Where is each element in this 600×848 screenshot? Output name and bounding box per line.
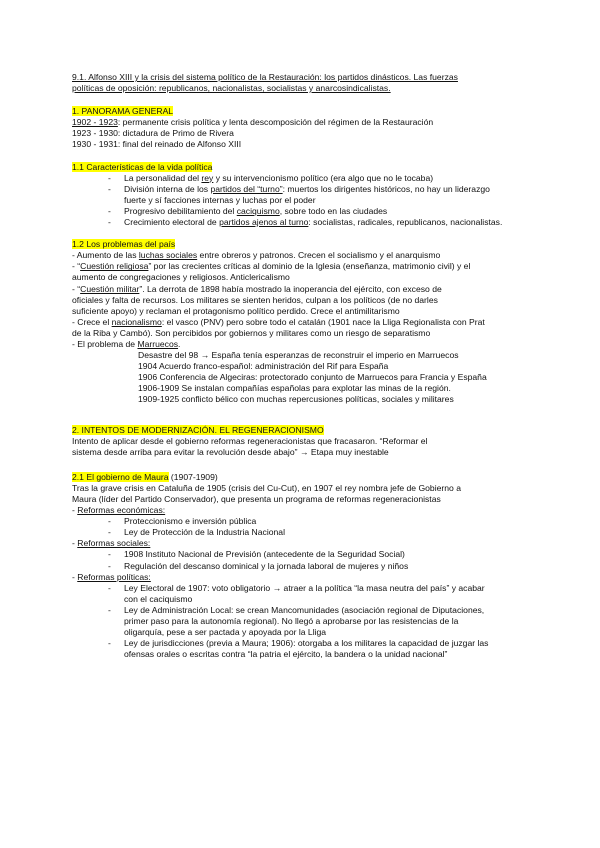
timeline-line: 1923 - 1930: dictadura de Primo de Rivera xyxy=(72,128,234,139)
section-heading-years: (1907-1909) xyxy=(168,471,218,482)
list-item: - Regulación del descanso dominical y la jornada laboral de mujeres y niños xyxy=(108,561,542,572)
section-heading: 1. PANORAMA GENERAL xyxy=(72,106,174,117)
bullet-list xyxy=(72,583,542,661)
subheading: - Reformas políticas: xyxy=(72,571,151,582)
bullet-list xyxy=(72,173,542,228)
bullet-list xyxy=(72,549,542,571)
paragraph: - El problema de Marruecos. xyxy=(72,338,181,349)
date-range: 1902 - 1923 xyxy=(72,117,118,128)
timeline-line: Desastre del 98 → España tenía esperanzas de reconstruir el imperio en Marruecos xyxy=(138,350,459,361)
subheading: - Reformas económicas: xyxy=(72,505,166,516)
section-panorama-general xyxy=(72,106,542,150)
bullet-list xyxy=(72,516,542,538)
section-caracteristicas xyxy=(72,162,542,229)
list-item: - Ley Electoral de 1907: voto obligatorio → atraer a la política “la masa neutra del país” y acabar con el caciquismo xyxy=(108,583,542,605)
document-title xyxy=(72,72,542,94)
list-item: - La personalidad del rey y su intervencionismo político (era algo que no le tocaba) xyxy=(108,173,542,184)
timeline-text: : permanente crisis política y lenta descomposición del régimen de la Restauración xyxy=(117,117,434,128)
timeline-line: 1906 Conferencia de Algeciras: protectorado conjunto de Marruecos para Francia y España xyxy=(138,372,487,383)
paragraph: - Crece el nacionalismo: el vasco (PNV) pero sobre todo el catalán (1901 nace la Lliga Regionalista con Prat de la Riba y Cambó). Son percibidos por gobiernos y militares como un riesgo de separatismo xyxy=(72,316,485,338)
section-heading: 1.1 Características de la vida política xyxy=(72,161,213,172)
title-line: políticas de oposición: republicanos, nacionalistas, socialistas y anarcosindicalistas. xyxy=(72,83,391,94)
title-line: 9.1. Alfonso XIII y la crisis del sistema político de la Restauración: los partidos dinásticos. Las fuerzas xyxy=(72,72,458,82)
section-gobierno-maura xyxy=(72,472,542,661)
paragraph: - “Cuestión religiosa” por las crecientes críticas al dominio de la Iglesia (enseñanza, matrimonio civil) y el aumento de congregaciones y religiosos. Anticlericalismo xyxy=(72,261,471,283)
list-item: - Ley de Administración Local: se crean Mancomunidades (asociación regional de Diputaciones, primer paso para la autonomía regional). No llegó a aprobarse por las resistencias de la oligarquía, pese a ser pactada y apoyada por la Lliga xyxy=(108,605,542,638)
subheading: - Reformas sociales: xyxy=(72,538,151,549)
list-item: - Ley de jurisdicciones (previa a Maura; 1906): otorgaba a los militares la capacidad de juzgar las ofensas orales o escritas contra “la patria el ejército, la bandera o la unidad nacional” xyxy=(108,638,542,660)
list-item: - Proteccionismo e inversión pública xyxy=(108,516,542,527)
timeline-line: 1904 Acuerdo franco-español: administración del Rif para España xyxy=(138,361,389,372)
section-heading: 2. INTENTOS DE MODERNIZACIÓN. EL REGENERACIONISMO xyxy=(72,424,324,435)
list-item: - 1908 Instituto Nacional de Previsión (antecedente de la Seguridad Social) xyxy=(108,549,542,560)
list-item: - Ley de Protección de la Industria Nacional xyxy=(108,527,542,538)
list-item: - División interna de los partidos del “turno”: muertos los dirigentes históricos, no hay un liderazgo fuerte y sí facciones internas y luchas por el poder xyxy=(108,184,542,206)
section-regeneracionismo xyxy=(72,425,542,458)
list-item: - Progresivo debilitamiento del caciquismo, sobre todo en las ciudades xyxy=(108,206,542,217)
timeline-line: 1909-1925 conflicto bélico con muchas repercusiones políticas, sociales y militares xyxy=(138,394,454,405)
section-problemas xyxy=(72,239,542,405)
paragraph: - Aumento de las luchas sociales entre obreros y patronos. Crecen el socialismo y el anarquismo xyxy=(72,250,441,261)
paragraph: Intento de aplicar desde el gobierno reformas regeneracionistas que fracasaron. “Reformar el sistema desde arriba para evitar la revolución desde abajo” → Etapa muy inestable xyxy=(72,435,428,457)
timeline-line: 1930 - 1931: final del reinado de Alfonso XIII xyxy=(72,139,242,150)
list-item: - Crecimiento electoral de partidos ajenos al turno: socialistas, radicales, republicanos, nacionalistas. xyxy=(108,217,542,228)
section-heading: 2.1 El gobierno de Maura xyxy=(72,471,169,482)
paragraph: - “Cuestión militar”. La derrota de 1898 había mostrado la inoperancia del ejército, con exceso de oficiales y falta de recursos. Los militares se sienten heridos, culpan a los políticos (de no darles suficiente apoyo) y reclaman el protagonismo político perdido. Crece el antimilitarismo xyxy=(72,283,442,316)
marruecos-timeline xyxy=(72,350,542,405)
timeline-line: 1906-1909 Se instalan compañías españolas para explotar las minas de la región. xyxy=(138,383,451,394)
timeline-line xyxy=(72,117,542,128)
section-heading: 1.2 Los problemas del país xyxy=(72,239,176,250)
paragraph: Tras la grave crisis en Cataluña de 1905 (crisis del Cu-Cut), en 1907 el rey nombra jefe de Gobierno a Maura (líder del Partido Conservador), que presenta un programa de reformas regeneracionistas xyxy=(72,482,461,504)
